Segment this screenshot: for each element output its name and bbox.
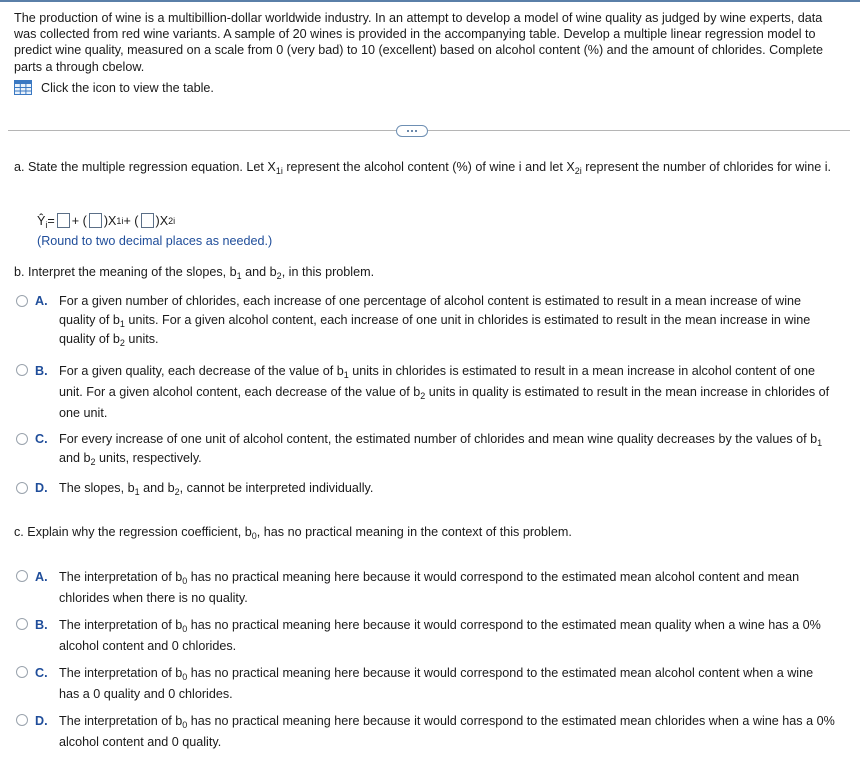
option-text: The interpretation of $b_0$ has no practical meaning here because it would correspond to the estimated mean chlorides when a wine has a 0% alcohol content and 0 quality. [59,714,835,749]
b0-input[interactable] [57,213,70,228]
part-b-option-d[interactable]: D. The slopes, $b_1$ and $b_2$, cannot be interpreted individually. [16,479,836,498]
part-b-option-a[interactable]: A. For a given number of chlorides, each increase of one percentage of alcohol content is estimated to result in a mean increase of wine quality of $b_1$ units. For a given alcohol content, each increase of one unit in chlorides is estimated to result in the mean increase in wine quality of $b_2$ units. [16,292,836,349]
radio-button[interactable] [16,570,28,582]
radio-button[interactable] [16,618,28,630]
option-text: For every increase of one unit of alcohol content, the estimated number of chlorides and mean wine quality decreases by the values of $b_1$ and $b_2$ units, respectively. [59,432,823,467]
radio-button[interactable] [16,295,28,307]
rounding-hint: (Round to two decimal places as needed.) [37,234,273,248]
part-c-option-b[interactable]: B. The interpretation of $b_0$ has no practical meaning here because it would correspond to the estimated mean quality when a wine has a 0% alcohol content and 0 chlorides. [16,615,836,657]
ellipsis-icon [407,130,417,132]
b1-input[interactable] [89,213,102,228]
option-text: The interpretation of $b_0$ has no practical meaning here because it would correspond to the estimated mean alcohol content when a wine has a 0 quality and 0 chlorides. [59,666,814,701]
b2-input[interactable] [141,213,154,228]
radio-button[interactable] [16,714,28,726]
part-c-option-d[interactable]: D. The interpretation of $b_0$ has no practical meaning here because it would correspond to the estimated mean chlorides when a wine has a 0% alcohol content and 0 quality. [16,711,836,753]
top-border [0,0,860,2]
part-b-question: b. Interpret the meaning of the slopes, $b_1$ and $b_2$, in this problem. [14,265,375,281]
table-grid-icon[interactable] [14,80,32,95]
problem-intro: The production of wine is a multibillion-dollar worldwide industry. In an attempt to develop a model of wine quality as judged by wine experts, data was collected from red wine variants. A sample of 20 wines is provided in the accompanying table. Develop a multiple linear regression model to predict wine quality, measured on a scale from 0 (very bad) to 10 (excellent) based on alcohol content (%) and the amount of chlorides. Complete parts a through cbelow. [14,11,823,74]
part-b-option-b[interactable]: B. For a given quality, each decrease of the value of $b_1$ units in chlorides is estimated to result in a mean increase in alcohol content of one unit. For a given alcohol content, each decrease of the value of $b_2$ units in quality is estimated to result in the mean increase in chlorides of one unit. [16,361,836,424]
radio-button[interactable] [16,666,28,678]
option-text: The interpretation of $b_0$ has no practical meaning here because it would correspond to the estimated mean quality when a wine has a 0% alcohol content and 0 chlorides. [59,618,821,653]
part-c-option-a[interactable]: A. The interpretation of $b_0$ has no practical meaning here because it would correspond to the estimated mean alcohol content and mean chlorides when there is no quality. [16,567,836,609]
section-divider [8,130,850,131]
yhat-label: $Ŷ_i$ [37,213,48,230]
option-text: The slopes, $b_1$ and $b_2$, cannot be interpreted individually. [59,481,374,497]
view-table-label[interactable]: Click the icon to view the table. [41,80,214,95]
part-c-question: c. Explain why the regression coefficient, $b_0$, has no practical meaning in the context of this problem. [14,525,572,541]
part-c-option-c[interactable]: C. The interpretation of $b_0$ has no practical meaning here because it would correspond to the estimated mean alcohol content when a wine has a 0 quality and 0 chlorides. [16,663,836,705]
option-text: The interpretation of $b_0$ has no practical meaning here because it would correspond to the estimated mean alcohol content and mean chlorides when there is no quality. [59,570,800,605]
view-table-link[interactable] [14,80,214,95]
part-b-option-c[interactable]: C. For every increase of one unit of alcohol content, the estimated number of chlorides and mean wine quality decreases by the values of $b_1$ and $b_2$ units, respectively. [16,430,836,468]
option-text: For a given quality, each decrease of the value of $b_1$ units in chlorides is estimated to result in a mean increase in alcohol content of one unit. For a given alcohol content, each decrease of the value of $b_2$ units in quality is estimated to result in the mean increase in chlorides of one unit. [59,364,830,420]
part-a-question: a. State the multiple regression equation. Let $X_{1i}$ represent the alcohol content (%) of wine i and let $X_{2i}$ represent the number of chlorides for wine i. [14,160,831,176]
expand-button[interactable] [396,125,428,137]
radio-button[interactable] [16,482,28,494]
radio-button[interactable] [16,433,28,445]
regression-equation: $Ŷ_i$ = + ( )X 1i + ( )X 2i [37,213,176,230]
radio-button[interactable] [16,364,28,376]
option-text: For a given number of chlorides, each increase of one percentage of alcohol content is estimated to result in a mean increase of wine quality of $b_1$ units. For a given alcohol content, each increase of one unit in chlorides is estimated to result in the mean increase in wine quality of $b_2$ units. [59,294,811,348]
